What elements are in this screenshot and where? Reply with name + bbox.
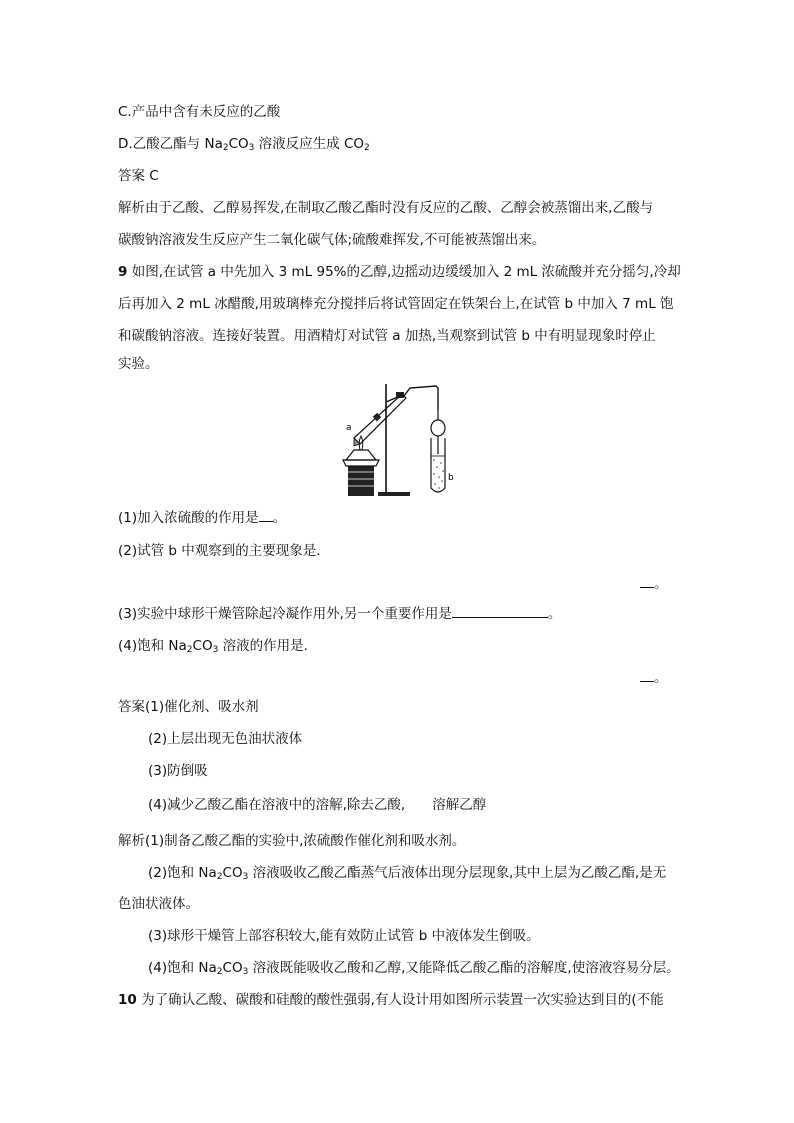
liquid-b bbox=[433, 459, 444, 489]
explanation-8-line1: 解析由于乙酸、乙醇易挥发,在制取乙酸乙酯时没有反应的乙酸、乙醇会被蒸馏出来,乙酸与 bbox=[118, 200, 654, 216]
drying-bulb bbox=[431, 420, 445, 436]
explanation-9-2b: 色油状液体。 bbox=[118, 896, 199, 912]
answer-blank-2[interactable]: 。 bbox=[640, 574, 668, 594]
stand-base bbox=[378, 492, 410, 496]
delivery-tube bbox=[404, 386, 438, 410]
question-9-line1: 9 如图,在试管 a 中先加入 3 mL 95%的乙醇,边摇动边缓缓加入 2 mL 浓硫酸并充分摇匀,冷却 bbox=[118, 264, 681, 280]
answer-9-4: (4)减少乙酸乙酯在溶液中的溶解,除去乙酸, 溶解乙醇 bbox=[148, 797, 487, 813]
explanation-9-4: (4)饱和 $Na_2CO_3$ 溶液既能吸收乙酸和乙醇,又能降低乙酸乙酯的溶解度,使溶液容易分层。 bbox=[148, 960, 680, 977]
option-d: D.乙酸乙酯与 $Na_2CO_3$ 溶液反应生成 $CO_2$ bbox=[118, 136, 370, 153]
answer-blank-1[interactable] bbox=[259, 509, 273, 522]
explanation-9-2: (2)饱和 $Na_2CO_3$ 溶液吸收乙酸乙酯蒸气后液体出现分层现象,其中上层为乙酸乙酯,是无 bbox=[148, 865, 667, 882]
answer-blank-3[interactable] bbox=[452, 605, 548, 618]
label-b: b bbox=[448, 473, 454, 483]
explanation-8-line2: 碳酸钠溶液发生反应产生二氧化碳气体;硫酸难挥发,不可能被蒸馏出来。 bbox=[118, 232, 546, 248]
wood-block bbox=[348, 466, 374, 496]
option-c: C.产品中含有未反应的乙酸 bbox=[118, 104, 281, 120]
alcohol-lamp bbox=[346, 450, 376, 460]
answer-9-2: (2)上层出现无色油状液体 bbox=[148, 731, 303, 747]
answer-blank-4[interactable]: 。 bbox=[640, 668, 668, 688]
question-9-line2: 后再加入 2 mL 冰醋酸,用玻璃棒充分搅拌后将试管固定在铁架台上,在试管 b 中加入 7 mL 饱 bbox=[118, 296, 674, 312]
question-9-part1: (1)加入浓硫酸的作用是 。 bbox=[118, 510, 287, 526]
label-a: a bbox=[346, 423, 352, 433]
question-9-line3: 和碳酸钠溶液。连接好装置。用酒精灯对试管 a 加热,当观察到试管 b 中有明显现象时停止 bbox=[118, 328, 656, 344]
question-9-part3: (3)实验中球形干燥管除起冷凝作用外,另一个重要作用是 。 bbox=[118, 606, 562, 622]
explanation-9-1: 解析(1)制备乙酸乙酯的实验中,浓硫酸作催化剂和吸水剂。 bbox=[118, 833, 466, 849]
question-9-line4: 实验。 bbox=[118, 356, 159, 372]
question-10: 10 为了确认乙酸、碳酸和硅酸的酸性强弱,有人设计用如图所示装置一次实验达到目的(不能 bbox=[118, 992, 664, 1008]
answer-9-1: 答案(1)催化剂、吸水剂 bbox=[118, 699, 259, 715]
test-tube-a bbox=[354, 394, 406, 444]
answer-9-3: (3)防倒吸 bbox=[148, 763, 208, 779]
answer-8: 答案 C bbox=[118, 168, 159, 184]
question-9-part2: (2)试管 b 中观察到的主要现象是. bbox=[118, 543, 321, 559]
explanation-9-3: (3)球形干燥管上部容积较大,能有效防止试管 b 中液体发生倒吸。 bbox=[148, 928, 540, 944]
question-9-part4: (4)饱和 $Na_2CO_3$ 溶液的作用是. bbox=[118, 638, 308, 655]
apparatus-figure bbox=[338, 380, 468, 500]
